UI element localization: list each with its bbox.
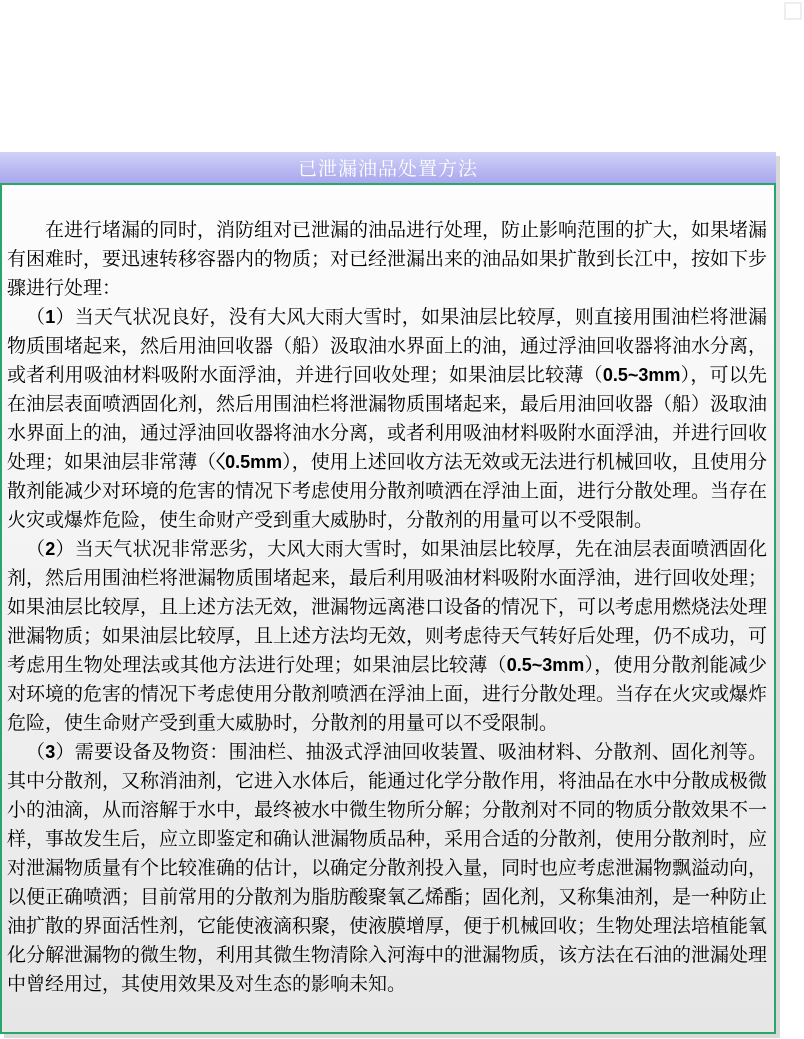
text-segment: ）当天气状况非常恶劣，大风大雨大雪时，如果油层比较厚，先在油层表面喷洒固化剂，然后用围油栏将泄漏物质围堵起来，最后利用吸油材料吸附水面浮油，进行回收处理；如果油层比较厚，且上述方法无效，泄漏物远离港口设备的情况下，可以考虑用燃烧法处理泄漏物质；如果油层比较厚，且上述方法均无效，则考虑待天气转好后处理，仍不成功，可考虑用生物处理法或其他方法进行处理；如果油层比较薄（ [7,538,768,676]
text-segment: （ [26,538,46,560]
document-body [0,183,776,1034]
paragraph [7,738,767,999]
paragraph [7,216,767,303]
text-segment: ），使用分散剂能减少对环境的危害的情况下考虑使用分散剂喷洒在浮油上面，进行分散处理。当存在火灾或爆炸危险，使生命财产受到重大威胁时，分散剂的用量可以不受限制。 [7,654,768,734]
slide-title: 已泄漏油品处置方法 [297,158,478,180]
text-segment: ），使用上述回收方法无效或无法进行机械回收，且使用分散剂能减少对环境的危害的情况下考虑使用分散剂喷洒在浮油上面，进行分散处理。当存在火灾或爆炸危险，使生命财产受到重大威胁时，分散剂的用量可以不受限制。 [7,451,768,531]
text-segment: （ [26,741,46,763]
empty-square-placeholder-icon [784,2,802,20]
text-segment: ）需要设备及物资：围油栏、抽汲式浮油回收装置、吸油材料、分散剂、固化剂等。其中分散剂，又称消油剂，它进入水体后，能通过化学分散作用，将油品在水中分散成极微小的油滴，从而溶解于水中，最终被水中微生物所分解；分散剂对不同的物质分散效果不一样，事故发生后，应立即鉴定和确认泄漏物质品种，采用合适的分散剂，使用分散剂时，应对泄漏物质量有个比较准确的估计，以确定分散剂投入量，同时也应考虑泄漏物飘溢动向，以便正确喷洒；目前常用的分散剂为脂肪酸聚氧乙烯酯；固化剂，又称集油剂，是一种防止油扩散的界面活性剂，它能使液滴积聚，使液膜增厚，便于机械回收；生物处理法培植能氧化分解泄漏物的微生物，利用其微生物清除入河海中的泄漏物质，该方法在石油的泄漏处理中曾经用过，其使用效果及对生态的影响未知。 [7,741,768,995]
bold-text-segment: 3 [45,742,56,762]
bold-text-segment: 1 [45,307,56,327]
bold-text-segment: 2 [45,539,56,559]
slide-title-bar [0,152,776,183]
slide [0,152,776,1034]
text-segment: 在进行堵漏的同时，消防组对已泄漏的油品进行处理，防止影响范围的扩大，如果堵漏有困难时，要迅速转移容器内的物质；对已经泄漏出来的油品如果扩散到长江中，按如下步骤进行处理： [7,219,768,299]
paragraph [7,535,767,738]
bold-text-segment: 0.5~3mm [602,365,681,385]
bold-text-segment: 〈0.5mm [216,452,283,472]
bold-text-segment: 0.5~3mm [506,655,585,675]
text-segment: ），可以先在油层表面喷洒固化剂，然后用围油栏将泄漏物质围堵起来，最后用油回收器（船）汲取油水界面上的油，通过浮油回收器将油水分离，或者利用吸油材料吸附水面浮油，并进行回收处理；如果油层非常薄（ [7,364,768,473]
text-segment: （ [26,306,46,328]
text-segment: ）当天气状况良好，没有大风大雨大雪时，如果油层比较厚，则直接用围油栏将泄漏物质围堵起来，然后用油回收器（船）汲取油水界面上的油，通过浮油回收器将油水分离，或者利用吸油材料吸附水面浮油，并进行回收处理；如果油层比较薄（ [7,306,768,386]
paragraph [7,303,767,535]
